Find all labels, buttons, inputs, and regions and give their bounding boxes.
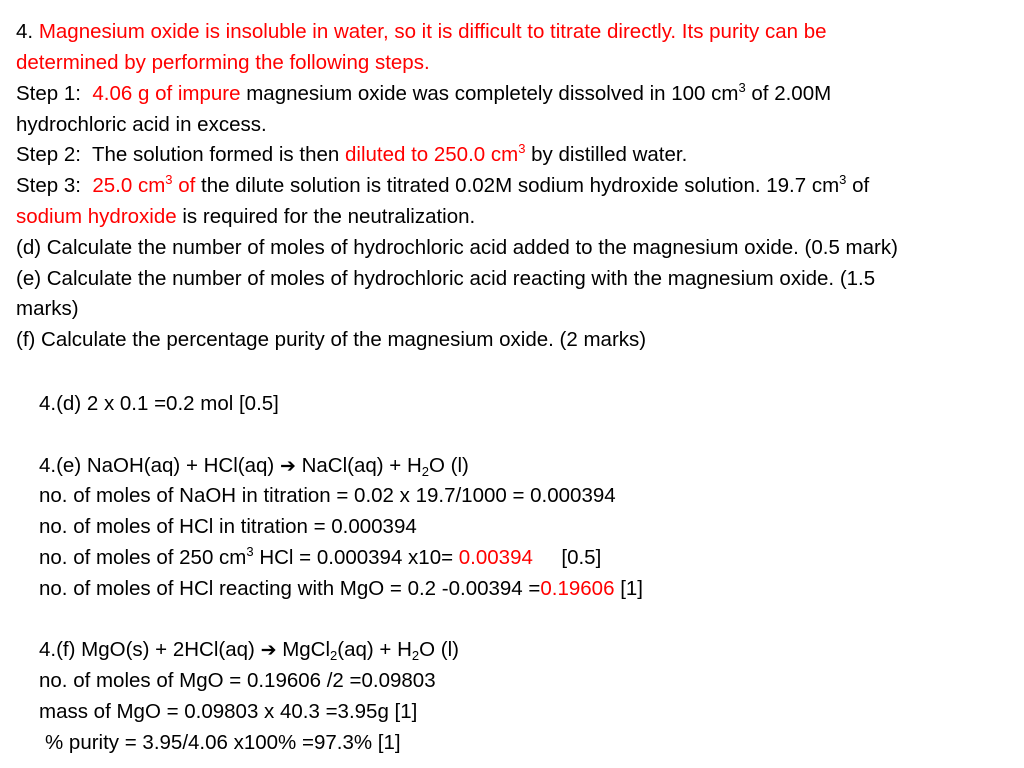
answer-e-eq-b: NaCl(aq) + H [301, 454, 422, 477]
answer-f-eq-sub2: 2 [411, 648, 420, 663]
answer-e-l3-red: 0.00394 [458, 546, 533, 569]
answer-e-l4-mark: [1] [620, 577, 643, 600]
answer-f-eq-d: O (l) [419, 638, 459, 661]
answer-e-line-1: no. of moles of NaOH in titration = 0.02 x 19.7/1000 = 0.000394 [39, 484, 616, 507]
question-intro: Magnesium oxide is insoluble in water, so it is difficult to titrate directly. Its purity can be [38, 20, 827, 43]
answer-f-eq-a: 4.(f) MgO(s) + 2HCl(aq) [39, 638, 255, 661]
step3-cont-text: is required for the neutralization. [182, 205, 476, 228]
step2-line [16, 143, 687, 167]
answer-f-eq-sub1: 2 [330, 648, 338, 663]
step3-label: Step 3: [16, 174, 81, 197]
step2-text-b: by distilled water. [531, 143, 688, 166]
answer-e-line-3 [39, 546, 601, 570]
answer-e-line-4 [39, 577, 643, 601]
question-number: 4. [16, 20, 34, 43]
answer-e-l3-sup: 3 [246, 544, 254, 559]
answer-f-eq-b: MgCl [282, 638, 331, 661]
answer-e-eq-sub: 2 [421, 464, 429, 479]
step1-line [16, 82, 831, 106]
step2-highlight [345, 143, 525, 166]
step3-continued [16, 205, 475, 229]
answer-f-eq-c: (aq) + H [337, 638, 412, 661]
step2-label: Step 2: [16, 143, 81, 166]
step1-text-a: magnesium oxide was completely dissolved in 100 cm [246, 82, 739, 105]
answer-f-equation [39, 638, 459, 662]
step2-sup: 3 [518, 141, 526, 156]
step3-highlight-b: of [178, 174, 196, 197]
answer-e-eq-c: O (l) [429, 454, 469, 477]
arrow-right-icon: ➔ [260, 639, 277, 661]
answer-f-line-3: % purity = 3.95/4.06 x100% =97.3% [1] [45, 731, 401, 754]
step3-text-a: the dilute solution is titrated 0.02M sodium hydroxide solution. 19.7 cm [201, 174, 840, 197]
step1-label: Step 1: [16, 82, 81, 105]
step3-text-b: of [852, 174, 870, 197]
part-e-question-continued: marks) [16, 297, 79, 320]
step3-line [16, 174, 869, 198]
step3-highlight [92, 174, 195, 197]
answer-e-eq-a: 4.(e) NaOH(aq) + HCl(aq) [39, 454, 275, 477]
step3-sup-b: 3 [839, 172, 847, 187]
question-intro-continued: determined by performing the following steps. [16, 51, 430, 74]
arrow-right-icon: ➔ [279, 455, 296, 477]
answer-e-line-2: no. of moles of HCl in titration = 0.000394 [39, 515, 417, 538]
step2-highlight-text: diluted to 250.0 cm [344, 143, 519, 166]
answer-e-l4-red: 0.19606 [540, 577, 615, 600]
answer-e-l4-a: no. of moles of HCl reacting with MgO = 0.2 -0.00394 = [39, 577, 541, 600]
answer-f-line-2: mass of MgO = 0.09803 x 40.3 =3.95g [1] [39, 700, 418, 723]
part-e-question: (e) Calculate the number of moles of hydrochloric acid reacting with the magnesium oxide. (1.5 [16, 267, 876, 290]
answer-e-l3-a: no. of moles of 250 cm [39, 546, 247, 569]
part-f-question: (f) Calculate the percentage purity of the magnesium oxide. (2 marks) [16, 328, 647, 351]
step2-text-a: The solution formed is then [92, 143, 340, 166]
answer-e-equation [39, 454, 469, 478]
step3-cont-highlight: sodium hydroxide [16, 205, 177, 228]
question-intro-line [16, 20, 827, 44]
step3-highlight-a: 25.0 cm [92, 174, 166, 197]
answer-e-l3-b: HCl = 0.000394 x10= [259, 546, 454, 569]
step1-continued: hydrochloric acid in excess. [16, 113, 267, 136]
step3-sup-a: 3 [165, 172, 173, 187]
answer-e-l3-mark: [0.5] [561, 546, 602, 569]
step1-text-b: of 2.00M [751, 82, 832, 105]
step1-highlight: 4.06 g of impure [92, 82, 241, 105]
step1-sup: 3 [738, 80, 746, 95]
answer-f-line-1: no. of moles of MgO = 0.19606 /2 =0.09803 [39, 669, 436, 692]
part-d-question: (d) Calculate the number of moles of hydrochloric acid added to the magnesium oxide. (0.5 mark) [16, 236, 898, 259]
answer-d: 4.(d) 2 x 0.1 =0.2 mol [0.5] [39, 392, 279, 415]
